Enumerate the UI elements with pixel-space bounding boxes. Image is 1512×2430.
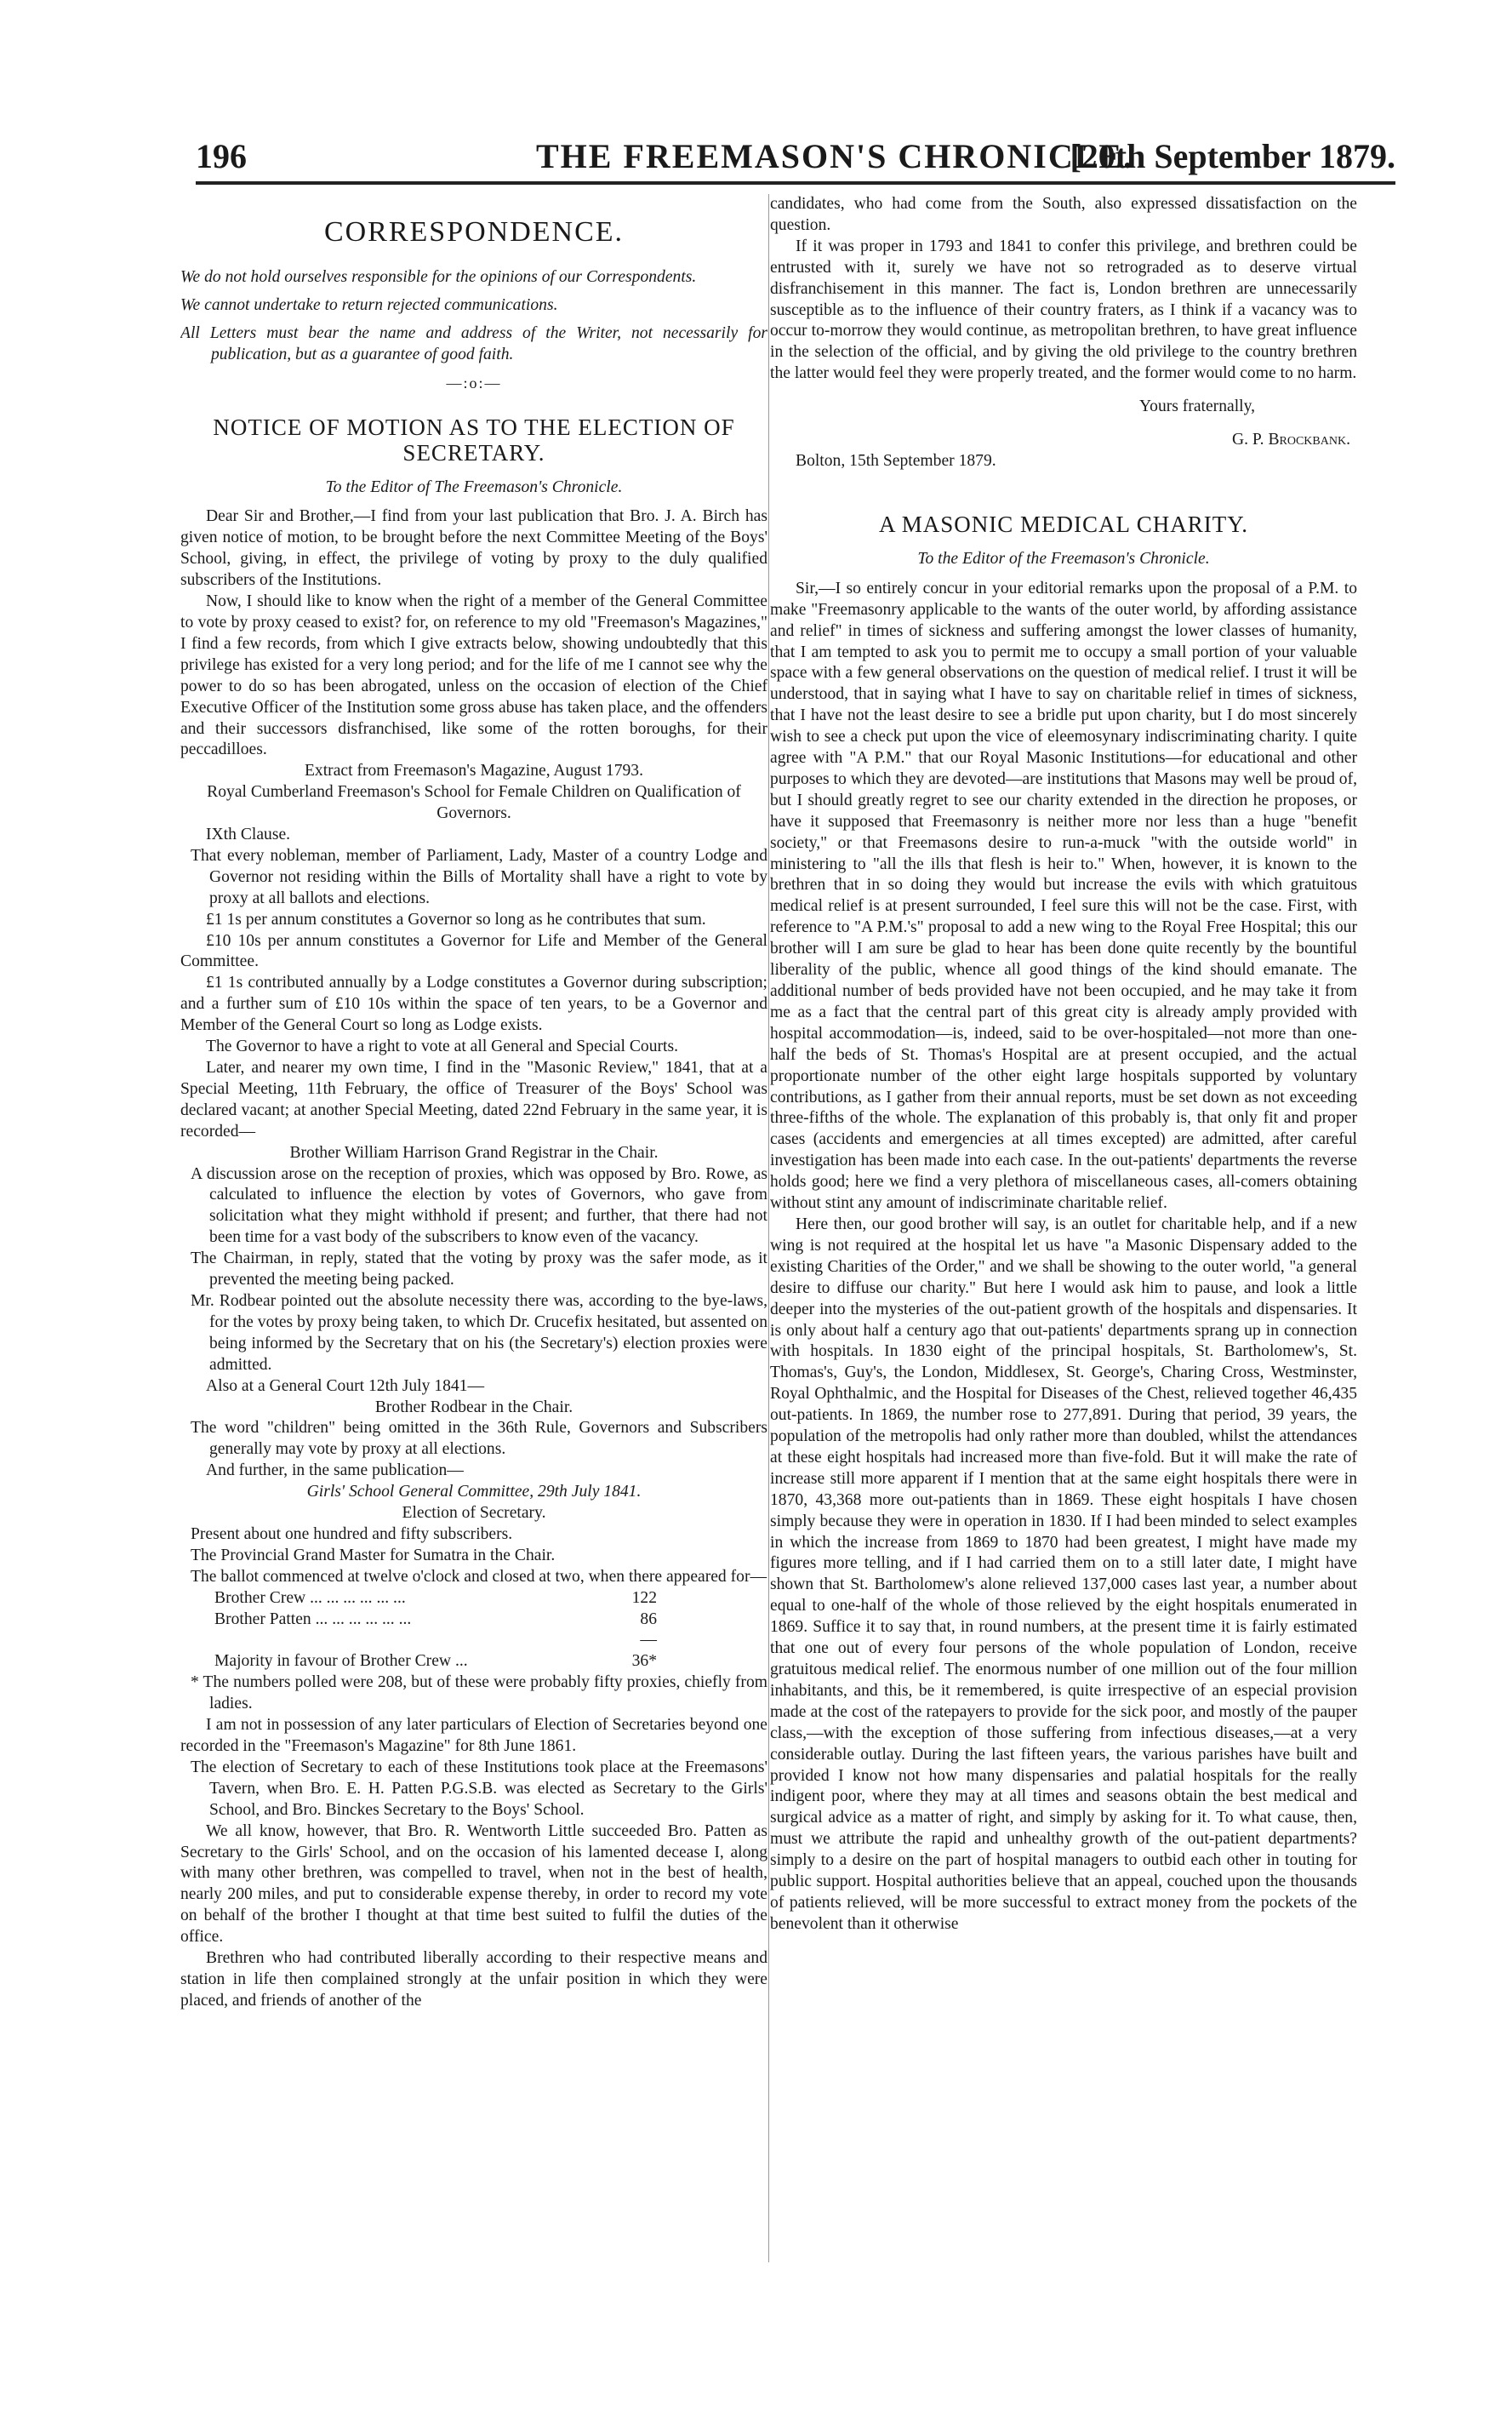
letter-paragraph: Brethren who had contributed liberally according to their respective means and station in life then complained strongly at the unfair position in which they were placed, and friends of another of the [180, 1949, 767, 2010]
correspondence-heading: CORRESPONDENCE. [323, 216, 625, 248]
issue-date: [20th September 1879. [1070, 137, 1395, 175]
letter-paragraph: Sir,—I so entirely concur in your editorial remarks upon the proposal of a P.M. to make "Freemasonry applicable to the wants of the outer world, by affording assistance and relief" in times of sickness and suffering amongst the lower classes of humanity, that I am tempted to ask you to permit me to occupy a small portion of your valuable space with a few general observations on the question of medical relief. I trust it will be understood, that in saying what I have to say on charitable relief in times of sickness, that I have not the least desire to see a bridle put upon charity, but I do most sincerely wish to see a check put upon the vice of eleemosynary indiscriminating charity. I quite agree with "A P.M." that our Royal Masonic Institutions—for educational and other purposes to which they are devoted—are institutions that Masons may well be proud of, but I should greatly regret to see our charity extended in the direction he proposes, or have it supposed that Freemasonry is neither more nor less than a huge "benefit society," or that Freemasons desire to run-a-muck "with the outside world" in ministering to "all the ills that flesh is heir to." When, however, it is known to the brethren that in so doing they would but increase the evils with which gratuitous medical relief is at present surrounded, I feel sure this will not be the case. First, with reference to "A P.M.'s" proposal to add a new wing to the Royal Free Hospital; this our brother will I am sure be glad to hear has been done quite recently by the bountiful liberality of the public, whence all good things of the kind should emanate. The additional number of beds provided have not been occupied, and he may take it from me as a fact that the central part of this great city is already amply provided with hospital accommodation—is, indeed, said to be over-hospitaled—not more than one-half the beds of St. Thomas's Hospital are at present occupied, and the actual proportionate number of the other eight large hospitals supported by voluntary contributions, as I gather from their annual reports, must be set down as not exceeding three-fifths of the whole. The explanation of this probably is, that only fit and proper cases (accidents and emergencies at all times excepted) are admitted, after careful investigation has been made into each case. In the out-patients' departments the reverse holds good; here we find a very plethora of miscellaneous cases, all-comers obtaining without stint any amount of indiscriminate charitable relief. [770, 579, 1357, 1213]
disclaimer-line: All Letters must bear the name and address of the Writer, not necessarily for publication, but as a guarantee of good faith. [180, 323, 767, 363]
editor-salutation: To the Editor of The Freemason's Chronicle. [325, 477, 623, 496]
letter-signoff: Yours fraternally, [1138, 397, 1255, 416]
vote-row-patten [214, 1610, 657, 1631]
candidate-name: Brother Patten ... ... ... ... ... ... [214, 1610, 412, 1628]
minutes-paragraph: The Provincial Grand Master for Sumatra in the Chair. [191, 1546, 556, 1564]
minutes-paragraph: The ballot commenced at twelve o'clock and closed at two, when there appeared for— [191, 1567, 767, 1586]
chair-line: Brother William Harrison Grand Registrar in the Chair. [289, 1143, 659, 1162]
extract-heading: Extract from Freemason's Magazine, August 1793. [304, 762, 644, 780]
vote-count: 122 [631, 1588, 657, 1607]
left-column [180, 194, 767, 2262]
letter-paragraph: We all know, however, that Bro. R. Wentworth Little succeeded Bro. Patten as Secretary to the Girls' School, and on the occasion of his lamented decease I, along with many other brethren, was compelled to travel, when not in the best of health, nearly 200 miles, and put to considerable expense thereby, in order to record my vote on behalf of the brother I thought at that time best suited to fulfil the duties of the office. [180, 1821, 767, 1947]
minutes-paragraph: Mr. Rodbear pointed out the absolute necessity there was, according to the bye-laws, for the votes by proxy being taken, to which Dr. Crucefix hesitated, but assented on being informed by the Secretary that on his (the Secretary's) election proxies were admitted. [191, 1291, 767, 1374]
minutes-paragraph: The Chairman, in reply, stated that the voting by proxy was the safer mode, as it prevented the meeting being packed. [191, 1249, 767, 1289]
masthead [196, 136, 1395, 187]
letter-paragraph: Here then, our good brother will say, is an outlet for charitable help, and if a new wing is not required at the hospital let us have "a Masonic Dispensary added to the existing Charities of the Order," and we shall be showing to the outer world, "a general desire to diffuse our charity." But here I would ask him to pause, and look a little deeper into the mysteries of the out-patient growth of the hospitals and dispensaries. It is only about half a century ago that out-patients' departments sprang up in connection with hospitals. In 1830 eight of the principal hospitals, St. Bartholomew's, St. Thomas's, Guy's, the London, Middlesex, St. George's, Charing Cross, Westminster, Royal Ophthalmic, and the Hospital for Diseases of the Chest, relieved together 46,435 out-patients. In 1869, the number rose to 277,891. During that period, 39 years, the population of the metropolis had only rather more than doubled, whilst the attendances at these eight hospitals had increased more than five-fold. But it will make the rate of increase still more apparent if I mention that at the same eight hospitals there were in 1870, 43,368 more out-patients than in 1869. These eight hospitals I have chosen simply because they were in operation in 1830. If I had been minded to select examples in which the increase from 1869 to 1870 had been greatest, I might have made my figures more telling, and if I had carried them on to a still later date, I might have shown that St. Bartholomew's alone relieved 137,000 cases last year, a number about equal to one-half of the whole of those relieved by the eight hospitals enumerated in 1869. Suffice it to say that, in round numbers, at the present time it is fairly estimated that one out of every four persons of the whole population of London, receive gratuitous medical relief. The enormous number of one million out of the four million inhabitants, and this, be it remembered, is quite irrespective of an especial provision made at the cost of the ratepayers to provide for the sick poor, and mostly of the pauper class,—with the exception of those suffering from infectious diseases,—at a very considerable outlay. During the last fifteen years, the various parishes have built and provided I know not how many dispensaries and palatial hospitals for the really indigent poor, where they may at all times and seasons obtain the best medical and surgical advice as a matter of right, and simply by asking for it. To what cause, then, must we attribute the rapid and unhealthy growth of the out-patient departments? simply to a desire on the part of hospital managers to outbid each other in touting for public support. Hospital authorities believe that an appeal, couched upon the thousands of patients relieved, will be more successful to extract money from the pockets of the benevolent than it otherwise [770, 1215, 1357, 1933]
disclaimer-line: We cannot undertake to return rejected communications. [180, 295, 558, 314]
letter-signature: G. P. Brockbank. [1231, 431, 1350, 449]
editorial-disclaimers [180, 267, 767, 366]
disclaimer-line: We do not hold ourselves responsible for the opinions of our Correspondents. [180, 268, 697, 286]
vote-count: 86 [640, 1610, 657, 1628]
article-title: A MASONIC MEDICAL CHARITY. [878, 511, 1249, 537]
letter-dateline: Bolton, 15th September 1879. [796, 451, 996, 470]
minutes-paragraph: Present about one hundred and fifty subscribers. [191, 1524, 513, 1543]
minutes-heading: Also at a General Court 12th July 1841— [206, 1376, 485, 1395]
footnote: * The numbers polled were 208, but of these were probably fifty proxies, chiefly from ladies. [191, 1673, 767, 1713]
minutes-paragraph: The word "children" being omitted in the 36th Rule, Governors and Subscribers generally may vote by proxy at all elections. [191, 1419, 767, 1459]
tally-rule-mark: — [640, 1631, 657, 1650]
right-column [770, 194, 1357, 2262]
fee-rule: £10 10s per annum constitutes a Governor for Life and Member of the General Committee. [180, 931, 767, 971]
masthead-rule [196, 181, 1395, 185]
column-divider [768, 194, 769, 2262]
school-heading: Royal Cumberland Freemason's School for Female Children on Qualification of Governors. [207, 783, 741, 823]
vote-row-majority [214, 1651, 657, 1672]
tally-rule [214, 1630, 657, 1651]
fee-rule: £1 1s per annum constitutes a Governor so long as he contributes that sum. [206, 910, 706, 929]
committee-heading: Girls' School General Committee, 29th July 1841. [306, 1483, 642, 1501]
letter-paragraph: Now, I should like to know when the right of a member of the General Committee to vote by proxy ceased to exist? for, on reference to my old "Freemason's Magazines," I find a few records, from which I give extracts below, showing undoubtedly that this privilege has existed for a very long period; and for the life of me I cannot see why the power to do so has been abrogated, unless on the occasion of election of the Chief Executive Officer of the Institution some gross abuse has taken place, and the offenders and their successors disfranchised, like some of the rotten boroughs, for their peccadilloes. [180, 592, 767, 759]
letter-paragraph: candidates, who had come from the South, also expressed dissatisfaction on the question. [770, 195, 1357, 234]
minutes-heading: And further, in the same publication— [206, 1461, 464, 1480]
letter-paragraph: I am not in possession of any later particulars of Election of Secretaries beyond one recorded in the "Freemason's Magazine" for 8th June 1861. [180, 1716, 767, 1755]
page-number: 196 [196, 137, 247, 175]
section-separator: —:o:— [446, 374, 502, 392]
letter-paragraph: If it was proper in 1793 and 1841 to confer this privilege, and brethren could be entrusted with it, surely we have not so retrograded as to deserve virtual disfranchisement in this manner. The fact is, London brethren are unnecessarily susceptible as to the influence of their country fraters, as I think if a vacancy was to occur to-morrow they would continue, as metropolitan brethren, to have great influence in the selection of the official, and by giving the old privilege to the country brethren the latter would feel they were properly treated, and the former would come to no harm. [770, 237, 1357, 383]
chair-line: Brother Rodbear in the Chair. [374, 1398, 573, 1416]
majority-count: 36* [631, 1652, 657, 1671]
letter-paragraph: Dear Sir and Brother,—I find from your last publication that Bro. J. A. Birch has given notice of motion, to be brought before the next Committee Meeting of the Boys' School, giving, in effect, the privilege of voting by proxy to the duly qualified subscribers of the Institutions. [180, 507, 767, 590]
editor-salutation: To the Editor of the Freemason's Chronicle. [917, 549, 1210, 568]
minutes-paragraph: A discussion arose on the reception of proxies, which was opposed by Bro. Rowe, as calculated to influence the election by votes of Governors, who gave from solicitation what they might withhold if present; and further, that there had not been time for a vast body of the subscribers to know even of the vacancy. [191, 1164, 767, 1247]
election-heading: Election of Secretary. [402, 1504, 546, 1523]
majority-label: Majority in favour of Brother Crew ... [214, 1652, 468, 1671]
newspaper-title: THE FREEMASON'S CHRONICLE. [536, 137, 1134, 175]
fee-rule: £1 1s contributed annually by a Lodge constitutes a Governor during subscription; and a further sum of £10 10s within the space of ten years, to be a Governor and Member of the General Court so long as Lodge exists. [180, 974, 767, 1035]
clause-heading: IXth Clause. [206, 826, 291, 844]
letter-paragraph: Later, and nearer my own time, I find in the "Masonic Review," 1841, that at a Special Meeting, 11th February, the office of Treasurer of the Boys' School was declared vacant; at another Special Meeting, dated 22nd February in the same year, it is recorded— [180, 1059, 767, 1141]
article-title: NOTICE OF MOTION AS TO THE ELECTION OF SECRETARY. [213, 414, 735, 466]
vote-row-crew [214, 1588, 657, 1610]
candidate-name: Brother Crew ... ... ... ... ... ... [214, 1588, 406, 1607]
letter-paragraph: The election of Secretary to each of these Institutions took place at the Freemasons' Tavern, when Bro. E. H. Patten P.G.S.B. was elected as Secretary to the Girls' School, and Bro. Binckes Secretary to the Boys' School. [191, 1758, 767, 1819]
clause-text: That every nobleman, member of Parliament, Lady, Master of a country Lodge and Governor not residing within the Bills of Mortality shall have a right to vote by proxy at all ballots and elections. [191, 846, 767, 907]
letter-paragraph: The Governor to have a right to vote at all General and Special Courts. [206, 1038, 678, 1056]
